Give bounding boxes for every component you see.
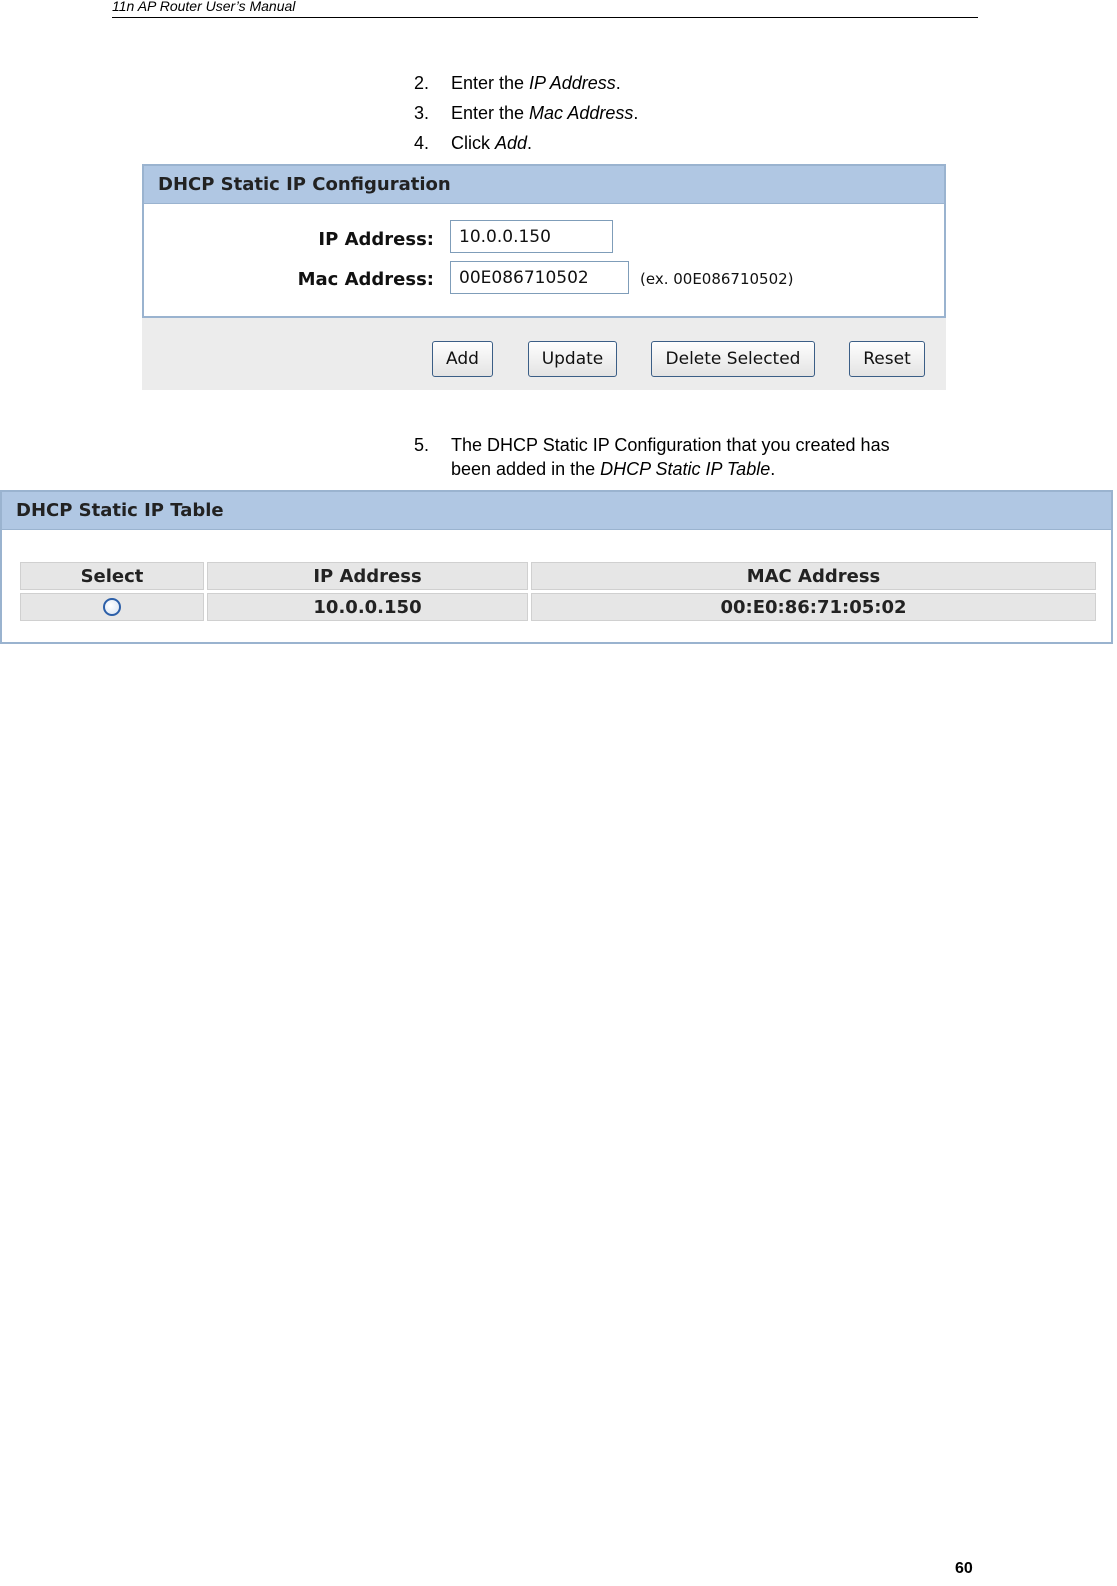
dhcp-static-ip-table-panel bbox=[0, 490, 1113, 644]
page-number: 60 bbox=[955, 1560, 973, 1577]
config-button-bar bbox=[142, 318, 946, 390]
panel-title: DHCP Static IP Table bbox=[2, 492, 1111, 530]
static-ip-table bbox=[20, 562, 1096, 624]
add-button[interactable]: Add bbox=[432, 341, 493, 377]
table-header-row bbox=[20, 562, 1096, 590]
step-text: Enter the bbox=[451, 73, 530, 93]
update-button[interactable]: Update bbox=[528, 341, 617, 377]
ip-address-input[interactable] bbox=[450, 220, 613, 253]
manual-header-title: 11n AP Router User’s Manual bbox=[112, 0, 296, 14]
step-suffix: . bbox=[615, 73, 621, 93]
table-row bbox=[20, 593, 1096, 621]
header-rule bbox=[112, 17, 978, 18]
step-emphasis: IP Address bbox=[529, 73, 616, 93]
step-text: been added in the bbox=[451, 459, 601, 479]
ip-address-cell: 10.0.0.150 bbox=[207, 593, 528, 621]
ip-address-label: IP Address: bbox=[318, 229, 434, 250]
column-header-mac-address: MAC Address bbox=[531, 562, 1096, 590]
dhcp-static-ip-config-panel bbox=[142, 164, 946, 318]
mac-address-label: Mac Address: bbox=[297, 269, 434, 290]
step-number: 3. bbox=[414, 103, 430, 123]
step-suffix: . bbox=[633, 103, 639, 123]
column-header-ip-address: IP Address bbox=[207, 562, 528, 590]
step-suffix: . bbox=[527, 133, 533, 153]
reset-button[interactable]: Reset bbox=[849, 341, 925, 377]
mac-address-hint: (ex. 00E086710502) bbox=[640, 270, 794, 288]
mac-address-cell: 00:E0:86:71:05:02 bbox=[531, 593, 1096, 621]
panel-title: DHCP Static IP Configuration bbox=[144, 166, 944, 204]
delete-selected-button[interactable]: Delete Selected bbox=[651, 341, 815, 377]
step-text: Enter the bbox=[451, 103, 530, 123]
step-number: 5. bbox=[414, 435, 430, 455]
select-radio-button[interactable] bbox=[103, 598, 121, 616]
mac-address-input[interactable] bbox=[450, 261, 629, 294]
step-emphasis: Mac Address bbox=[529, 103, 634, 123]
step-text: Click bbox=[451, 133, 495, 153]
step-5-line-1: The DHCP Static IP Configuration that you created has bbox=[451, 435, 890, 455]
step-emphasis: Add bbox=[495, 133, 528, 153]
select-cell bbox=[20, 593, 204, 621]
step-number: 2. bbox=[414, 73, 430, 93]
step-emphasis: DHCP Static IP Table bbox=[600, 459, 771, 479]
step-suffix: . bbox=[770, 459, 776, 479]
step-number: 4. bbox=[414, 133, 430, 153]
column-header-select: Select bbox=[20, 562, 204, 590]
